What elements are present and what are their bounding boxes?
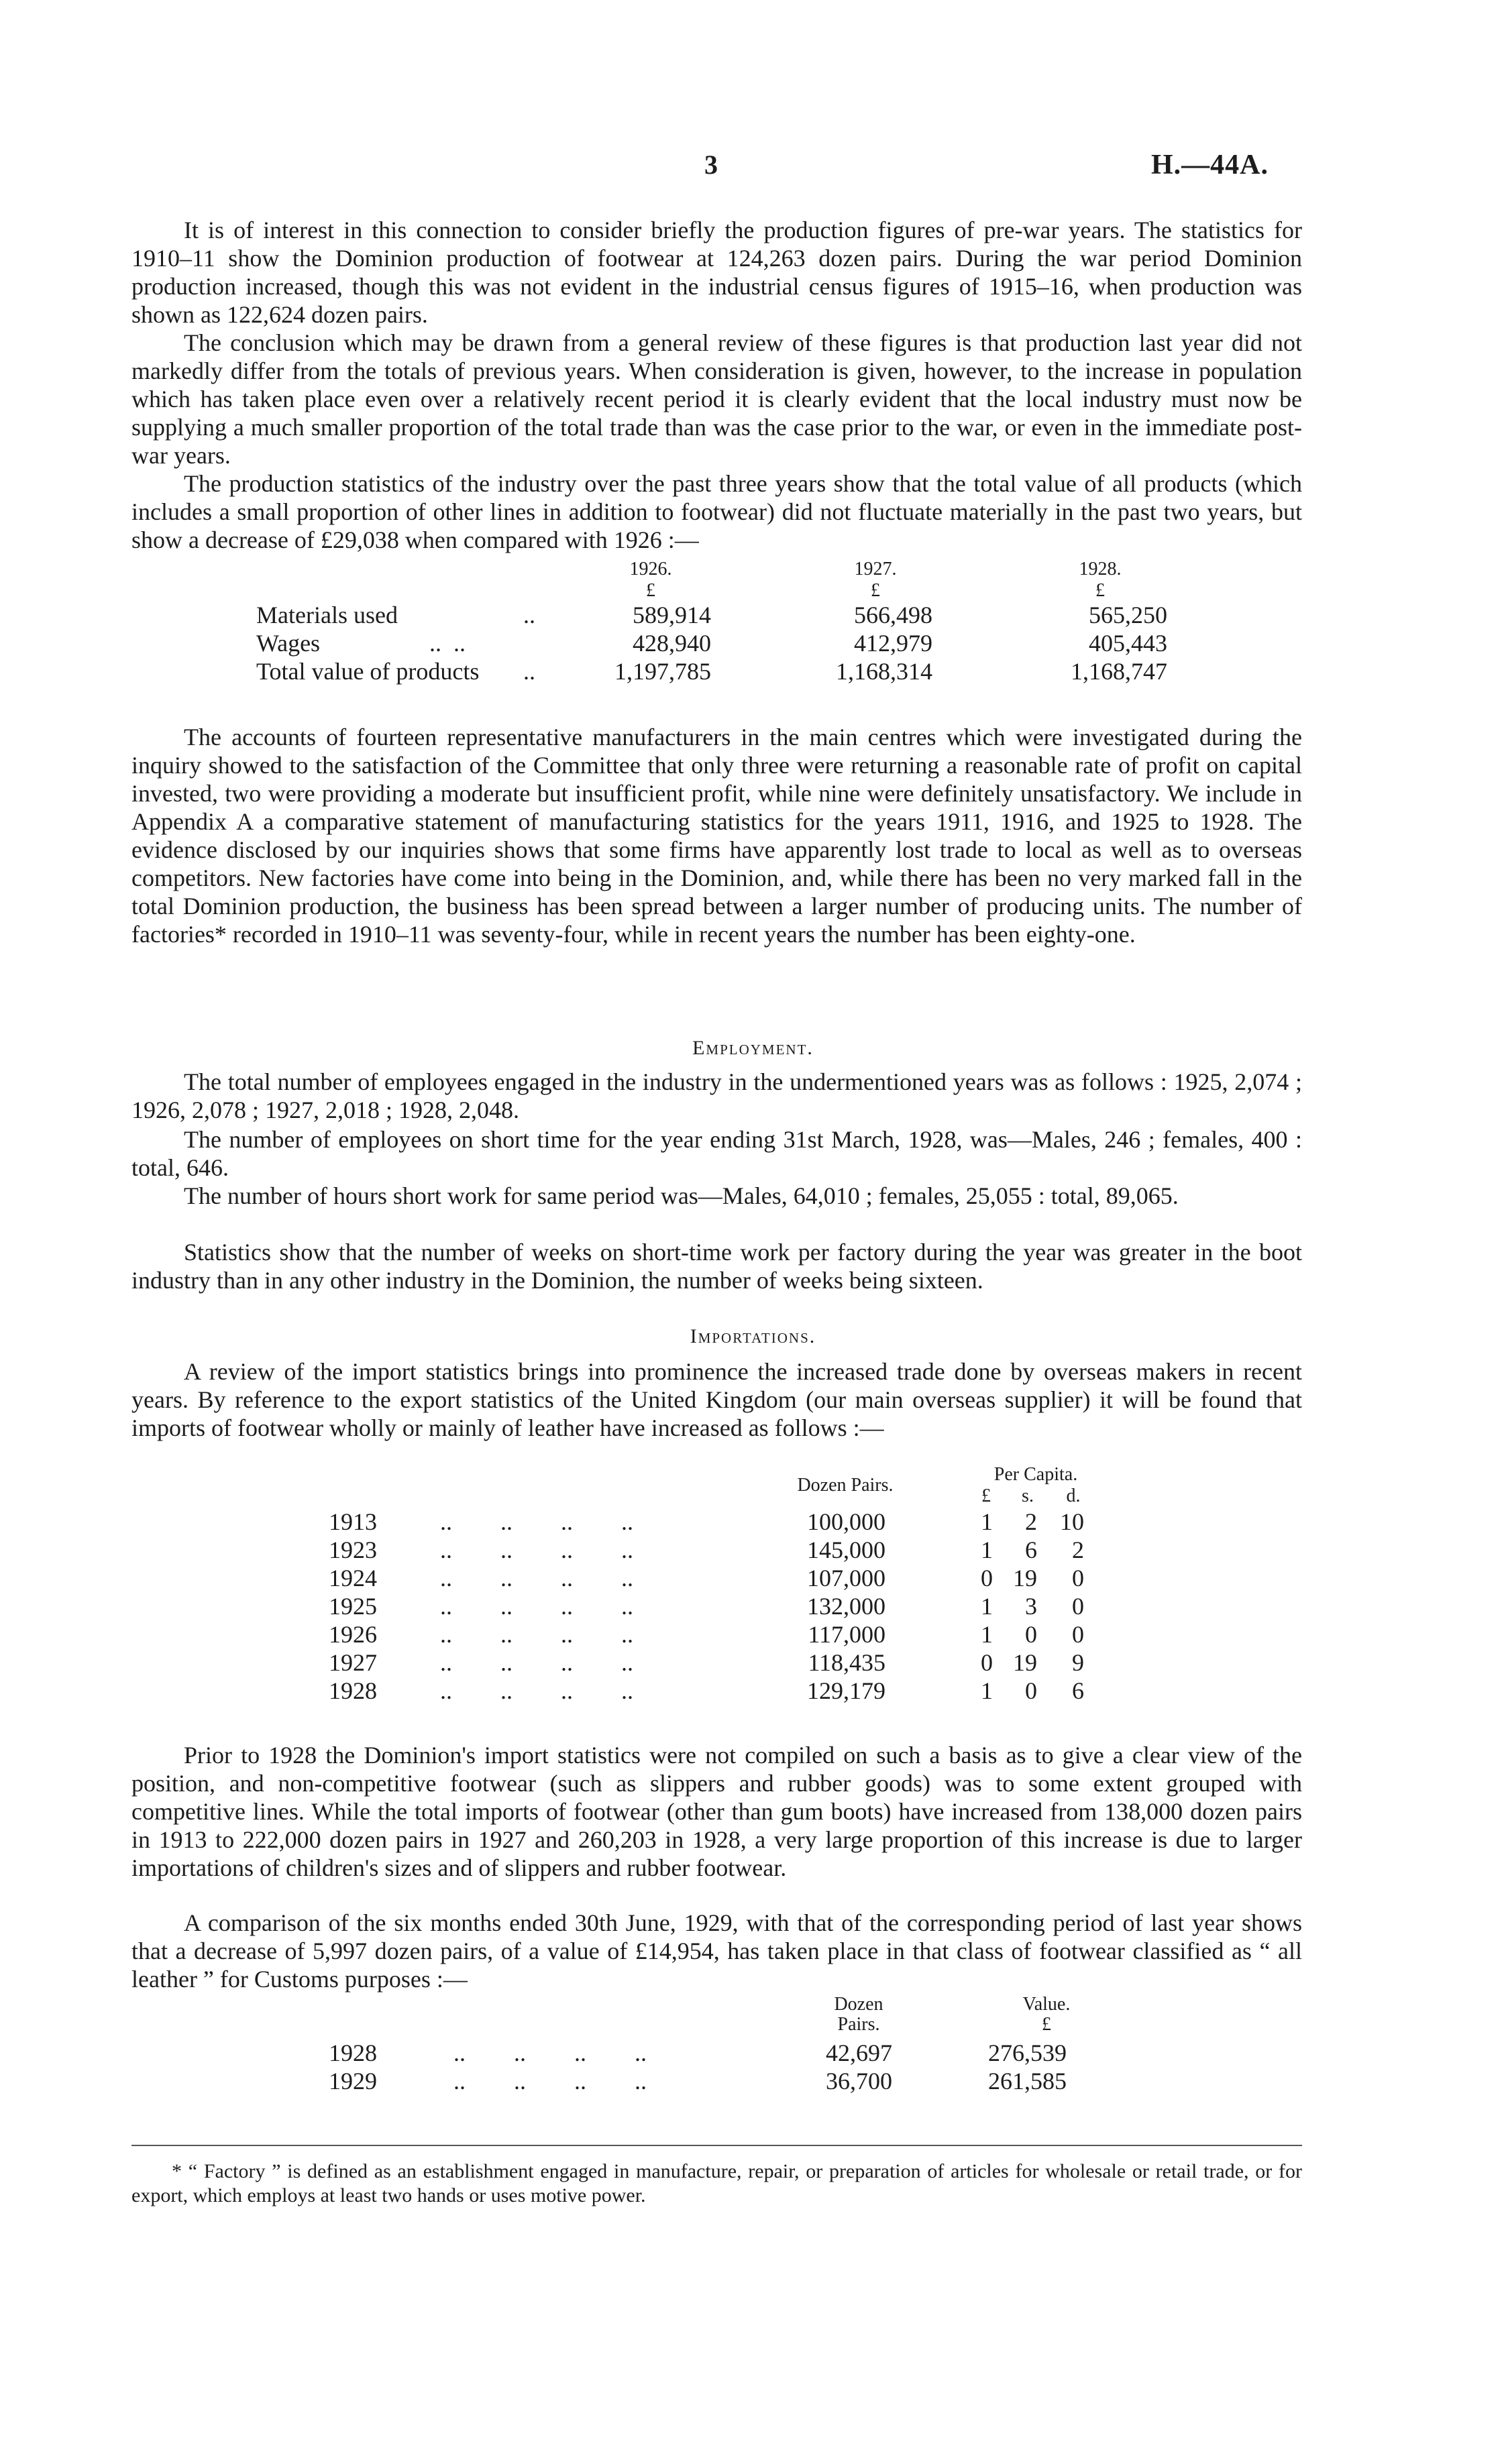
leader-dots: .. .. .. .. <box>440 1677 633 1704</box>
footnote-divider <box>131 2145 1302 2146</box>
table-cell: 129,179 <box>807 1677 885 1704</box>
leader-dots: .. .. .. .. <box>440 1536 633 1563</box>
table-cell: 36,700 <box>826 2068 892 2094</box>
table-cell: 0 <box>1025 1621 1037 1648</box>
table-cell: 428,940 <box>633 630 711 657</box>
table-cell: 1,197,785 <box>614 658 711 685</box>
table-cell: 589,914 <box>633 602 711 628</box>
table-cell: 100,000 <box>807 1508 885 1535</box>
leader-dots: .. .. .. .. <box>440 1565 633 1591</box>
year-header-1926: 1926. <box>629 559 672 579</box>
table-cell: 1 <box>981 1536 993 1563</box>
paragraph-conclusion: The conclusion which may be drawn from a general review of these figures is that production last year did not markedly differ from the totals of previous years. When consideration is given, however, to the increase in population which has taken place even over a relatively recent period it is clearly evident that the local industry must now be supplying a much smaller proportion of the total trade than was the case prior to the war, or even in the immediate post-war years. <box>131 329 1302 469</box>
paragraph-import-review: A review of the import statistics brings into prominence the increased trade done by overseas makers in recent years. By reference to the export statistics of the United Kingdom (our main overseas supplier) it will be found that imports of footwear wholly or mainly of leather have increased as follows :— <box>131 1358 1302 1441</box>
paragraph-short-hours: The number of hours short work for same period was—Males, 64,010 ; females, 25,055 : total, 89,065. <box>184 1182 1179 1209</box>
footnote: * “ Factory ” is defined as an establishment engaged in manufacture, repair, or preparation of articles for wholesale or retail trade, or for export, which employs at least two hands or uses motive power. <box>131 2160 1302 2206</box>
leader-dots: .. .. .. .. <box>453 2068 647 2094</box>
table-cell: 2 <box>1072 1536 1084 1563</box>
unit-header: £ <box>1095 580 1105 601</box>
table-cell: 0 <box>981 1565 993 1591</box>
table-cell: 2 <box>1025 1508 1037 1535</box>
table-cell: 19 <box>1013 1565 1037 1591</box>
table-cell: 42,697 <box>826 2039 892 2066</box>
table-cell: 1,168,314 <box>836 658 932 685</box>
year-cell: 1923 <box>329 1536 377 1563</box>
table-cell: 3 <box>1025 1593 1037 1620</box>
unit-header: £ <box>871 580 880 601</box>
table-cell: 0 <box>1072 1621 1084 1648</box>
table-cell: 0 <box>1025 1677 1037 1704</box>
paragraph-production-statistics: The production statistics of the industry over the past three years show that the total value of all products (which includes a small proportion of other lines in addition to footwear) did not fluctuate materially in the past two years, but show a decrease of £29,038 when compared with 1926 :— <box>131 470 1302 553</box>
table-cell: 6 <box>1025 1536 1037 1563</box>
table-cell: 276,539 <box>988 2039 1067 2066</box>
paragraph-accounts-review: The accounts of fourteen representative manufacturers in the main centres which were investigated during the inquiry showed to the satisfaction of the Committee that only three were returning a reasonable rate of profit on capital invested, two were providing a moderate but insufficient profit, while nine were definitely unsatisfactory. We include in Appendix A a comparative statement of manufacturing statistics for the years 1911, 1916, and 1925 to 1928. The evidence disclosed by our inquiries shows that some firms have apparently lost trade to local as well as to overseas competitors. New factories have come into being in the Dominion, and, while there has been no very marked fall in the total Dominion production, the business has been spread between a larger number of producing units. The number of factories* recorded in 1910–11 was seventy-four, while in recent years the number has been eighty-one. <box>131 724 1302 948</box>
table-cell: 10 <box>1060 1508 1084 1535</box>
row-label: Wages <box>256 630 321 657</box>
table-cell: 0 <box>1072 1593 1084 1620</box>
table-cell: 566,498 <box>854 602 932 628</box>
year-cell: 1913 <box>329 1508 377 1535</box>
year-cell: 1928 <box>329 2039 377 2066</box>
table-cell: 1 <box>981 1508 993 1535</box>
table-cell: 0 <box>981 1649 993 1676</box>
table-cell: 117,000 <box>808 1621 885 1648</box>
column-header-dozen-pairs: Dozen Pairs. <box>834 1994 883 2035</box>
year-cell: 1927 <box>329 1649 377 1676</box>
table-cell: 261,585 <box>988 2068 1067 2094</box>
table-cell: 145,000 <box>807 1536 885 1563</box>
leader-dots: .. .. .. .. <box>440 1508 633 1535</box>
column-header-per-capita: Per Capita. <box>993 1464 1078 1485</box>
table-cell: 0 <box>1072 1565 1084 1591</box>
year-cell: 1929 <box>329 2068 377 2094</box>
table-cell: 412,979 <box>854 630 932 657</box>
leader-dots: .. <box>523 658 535 685</box>
column-header-value: Value. £ <box>1022 1994 1071 2035</box>
table-cell: 19 <box>1013 1649 1037 1676</box>
table-cell: 565,250 <box>1089 602 1167 628</box>
row-label: Total value of products <box>256 658 480 685</box>
column-header-dozen-pairs: Dozen Pairs. <box>797 1475 894 1496</box>
year-cell: 1926 <box>329 1621 377 1648</box>
unit-pounds: £ <box>981 1486 991 1506</box>
table-cell: 405,443 <box>1089 630 1167 657</box>
section-heading-employment: Employment. <box>692 1037 814 1059</box>
unit-shillings: s. <box>1022 1486 1034 1506</box>
year-cell: 1925 <box>329 1593 377 1620</box>
paragraph-six-months-comparison: A comparison of the six months ended 30th June, 1929, with that of the corresponding period of last year shows that a decrease of 5,997 dozen pairs, of a value of £14,954, has taken place in that class of footwear classified as “ all leather ” for Customs purposes :— <box>131 1909 1302 1993</box>
table-cell: 132,000 <box>807 1593 885 1620</box>
leader-dots: .. .. <box>429 630 466 657</box>
table-cell: 118,435 <box>808 1649 885 1676</box>
leader-dots: .. .. .. .. <box>440 1621 633 1648</box>
year-cell: 1928 <box>329 1677 377 1704</box>
unit-pence: d. <box>1066 1486 1081 1506</box>
table-cell: 6 <box>1072 1677 1084 1704</box>
paragraph-prewar-production: It is of interest in this connection to consider briefly the production figures of pre-war years. The statistics for 1910–11 show the Dominion production of footwear at 124,263 dozen pairs. During the war period Dominion production increased, though this was not evident in the industrial census figures of 1915–16, when production was shown as 122,624 dozen pairs. <box>131 217 1302 328</box>
leader-dots: .. .. .. .. <box>440 1593 633 1620</box>
table-cell: 9 <box>1072 1649 1084 1676</box>
table-cell: 1,168,747 <box>1071 658 1167 685</box>
table-cell: 1 <box>981 1621 993 1648</box>
paragraph-prior-1928: Prior to 1928 the Dominion's import statistics were not compiled on such a basis as to give a clear view of the position, and non-competitive footwear (such as slippers and rubber goods) was to some extent grouped with competitive lines. While the total imports of footwear (other than gum boots) have increased from 138,000 dozen pairs in 1913 to 222,000 dozen pairs in 1927 and 260,203 in 1928, a very large proportion of this increase is due to larger importations of children's sizes and of slippers and rubber footwear. <box>131 1742 1302 1881</box>
leader-dots: .. .. .. .. <box>440 1649 633 1676</box>
year-header-1927: 1927. <box>854 559 897 579</box>
table-cell: 1 <box>981 1593 993 1620</box>
table-cell: 107,000 <box>807 1565 885 1591</box>
leader-dots: .. <box>523 602 535 628</box>
paragraph-employees: The total number of employees engaged in the industry in the undermentioned years was as follows : 1925, 2,074 ; 1926, 2,078 ; 1927, 2,018 ; 1928, 2,048. <box>131 1068 1302 1123</box>
section-heading-importations: Importations. <box>690 1325 816 1347</box>
year-cell: 1924 <box>329 1565 377 1591</box>
table-cell: 1 <box>981 1677 993 1704</box>
leader-dots: .. .. .. .. <box>453 2039 647 2066</box>
document-reference: H.—44A. <box>1151 150 1269 180</box>
page-number: 3 <box>704 150 718 180</box>
paragraph-short-time: The number of employees on short time for the year ending 31st March, 1928, was—Males, 246 ; females, 400 : total, 646. <box>131 1126 1302 1181</box>
unit-header: £ <box>646 580 655 601</box>
year-header-1928: 1928. <box>1079 559 1122 579</box>
row-label: Materials used <box>256 602 398 628</box>
paragraph-weeks-statistics: Statistics show that the number of weeks on short-time work per factory during the year was greater in the boot industry than in any other industry in the Dominion, the number of weeks being sixteen. <box>131 1239 1302 1294</box>
